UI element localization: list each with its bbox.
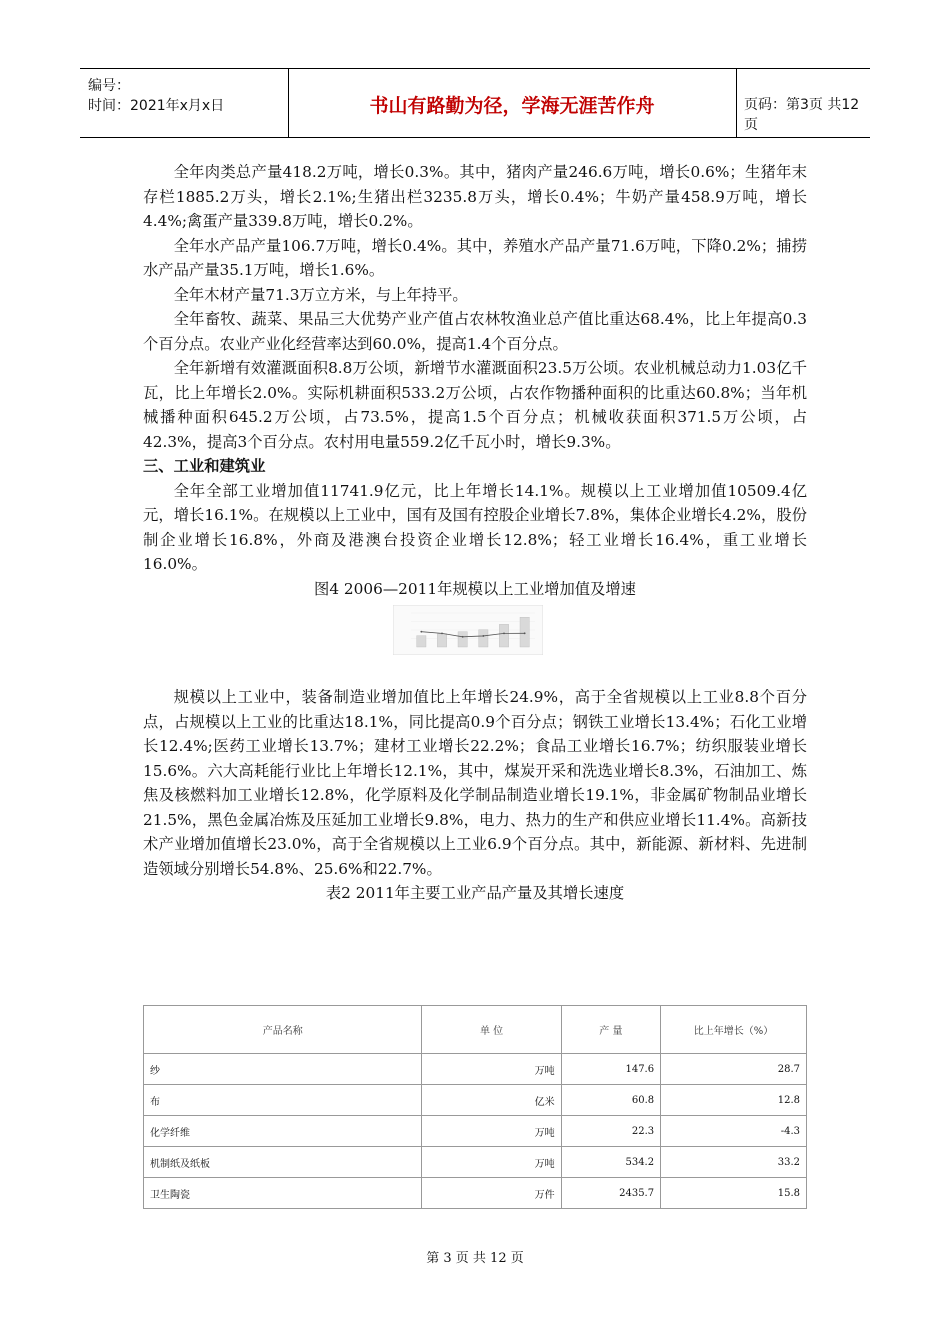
product-name: 卫生陶瓷 <box>144 1178 422 1209</box>
chart-bar <box>499 624 508 647</box>
paragraph: 全年新增有效灌溉面积8.8万公顷，新增节水灌溉面积23.5万公顷。农业机械总动力1.03亿千瓦，比上年增长2.0%。实际机耕面积533.2万公顷，占农作物播种面积的比重达60.8%；当年机械播种面积645.2万公顷，占73.5%，提高1.5个百分点；机械收获面积371.5万公顷，占42.3%，提高3个百分点。农村用电量559.2亿千瓦小时，增长9.3%。 <box>143 359 807 451</box>
product-name: 布 <box>144 1085 422 1116</box>
chart-growth-point <box>524 632 526 634</box>
time-label: 时间：2021年x月x日 <box>88 98 225 114</box>
product-output: 2435.7 <box>561 1178 660 1209</box>
product-growth: -4.3 <box>661 1116 807 1147</box>
page-header <box>80 68 870 138</box>
product-unit: 亿米 <box>422 1085 561 1116</box>
product-name: 机制纸及纸板 <box>144 1147 422 1178</box>
product-growth: 28.7 <box>661 1054 807 1085</box>
section-heading: 三、工业和建筑业 <box>143 457 266 475</box>
header-motto-cell <box>288 69 737 137</box>
column-header: 单 位 <box>422 1006 561 1054</box>
industry-chart <box>393 605 543 655</box>
table-row <box>144 1147 807 1178</box>
table-row <box>144 1116 807 1147</box>
paragraph: 全年畜牧、蔬菜、果品三大优势产业产值占农林牧渔业总产值比重达68.4%，比上年提高0.3个百分点。农业产业化经营率达到60.0%，提高1.4个百分点。 <box>143 310 807 353</box>
chart-growth-point <box>503 633 505 635</box>
product-growth: 15.8 <box>661 1178 807 1209</box>
chart-bar <box>479 630 488 647</box>
product-unit: 万件 <box>422 1178 561 1209</box>
product-output: 60.8 <box>561 1085 660 1116</box>
paragraph: 全年木材产量71.3万立方米，与上年持平。 <box>173 285 468 304</box>
product-unit: 万吨 <box>422 1147 561 1178</box>
chart-bar <box>437 634 446 647</box>
table-header-row <box>144 1006 807 1054</box>
chart-growth-point <box>441 633 443 635</box>
chart-bar <box>458 632 467 647</box>
motto: 书山有路勤为径，学海无涯苦作舟 <box>369 95 655 117</box>
column-header: 产品名称 <box>144 1006 422 1054</box>
product-output: 534.2 <box>561 1147 660 1178</box>
figure-caption: 图4 2006—2011年规模以上工业增加值及增速 <box>314 579 636 598</box>
product-output: 22.3 <box>561 1116 660 1147</box>
chart-bar <box>520 617 529 647</box>
chart-growth-point <box>462 636 464 638</box>
product-growth: 33.2 <box>661 1147 807 1178</box>
header-meta <box>80 69 289 137</box>
table-row <box>144 1178 807 1209</box>
table-row <box>144 1085 807 1116</box>
header-page-cell <box>736 69 870 137</box>
paragraph: 全年肉类总产量418.2万吨，增长0.3%。其中，猪肉产量246.6万吨，增长0.6%；生猪年末存栏1885.2万头，增长2.1%;生猪出栏3235.8万头，增长0.4%；牛奶产量458.9万吨，增长4.4%;禽蛋产量339.8万吨，增长0.2%。 <box>143 163 807 230</box>
chart-growth-point <box>482 635 484 637</box>
product-output: 147.6 <box>561 1054 660 1085</box>
product-growth: 12.8 <box>661 1085 807 1116</box>
product-unit: 万吨 <box>422 1054 561 1085</box>
table-caption: 表2 2011年主要工业产品产量及其增长速度 <box>325 884 625 902</box>
column-header: 产 量 <box>561 1006 660 1054</box>
document-body <box>143 160 807 906</box>
product-name: 化学纤维 <box>144 1116 422 1147</box>
paragraph: 全年水产品产量106.7万吨，增长0.4%。其中，养殖水产品产量71.6万吨，下降0.2%；捕捞水产品产量35.1万吨，增长1.6%。 <box>143 236 807 279</box>
page-code: 页码：第3页 共12页 <box>744 97 860 133</box>
chart-growth-point <box>420 631 422 633</box>
products-table <box>143 1005 807 1209</box>
paragraph: 全年全部工业增加值11741.9亿元，比上年增长14.1%。规模以上工业增加值10509.4亿元，增长16.1%。在规模以上工业中，国有及国有控股企业增长7.8%，集体企业增长4.2%，股份制企业增长16.8%，外商及港澳台投资企业增长12.8%；轻工业增长16.4%，重工业增长16.0%。 <box>143 481 807 573</box>
chart-bar <box>417 636 426 647</box>
chart-svg <box>393 605 543 655</box>
paragraph: 规模以上工业中，装备制造业增加值比上年增长24.9%，高于全省规模以上工业8.8个百分点，占规模以上工业的比重达18.1%，同比提高0.9个百分点；钢铁工业增长13.4%；石化工业增长12.4%;医药工业增长13.7%；建材工业增长22.2%；食品工业增长16.7%；纺织服装业增长15.6%。六大高耗能行业比上年增长12.1%，其中，煤炭开采和洗选业增长8.3%，石油加工、炼焦及核燃料加工业增长12.8%，化学原料及化学制品制造业增长19.1%，非金属矿物制品业增长21.5%，黑色金属冶炼及压延加工业增长9.8%，电力、热力的生产和供应业增长11.4%。高新技术产业增加值增长23.0%，高于全省规模以上工业6.9个百分点。其中，新能源、新材料、先进制造领域分别增长54.8%、25.6%和22.7%。 <box>143 688 807 878</box>
product-unit: 万吨 <box>422 1116 561 1147</box>
number-label: 编号： <box>88 78 130 94</box>
product-name: 纱 <box>144 1054 422 1085</box>
column-header: 比上年增长（%） <box>661 1006 807 1054</box>
page-footer: 第 3 页 共 12 页 <box>426 1251 524 1266</box>
table-row <box>144 1054 807 1085</box>
